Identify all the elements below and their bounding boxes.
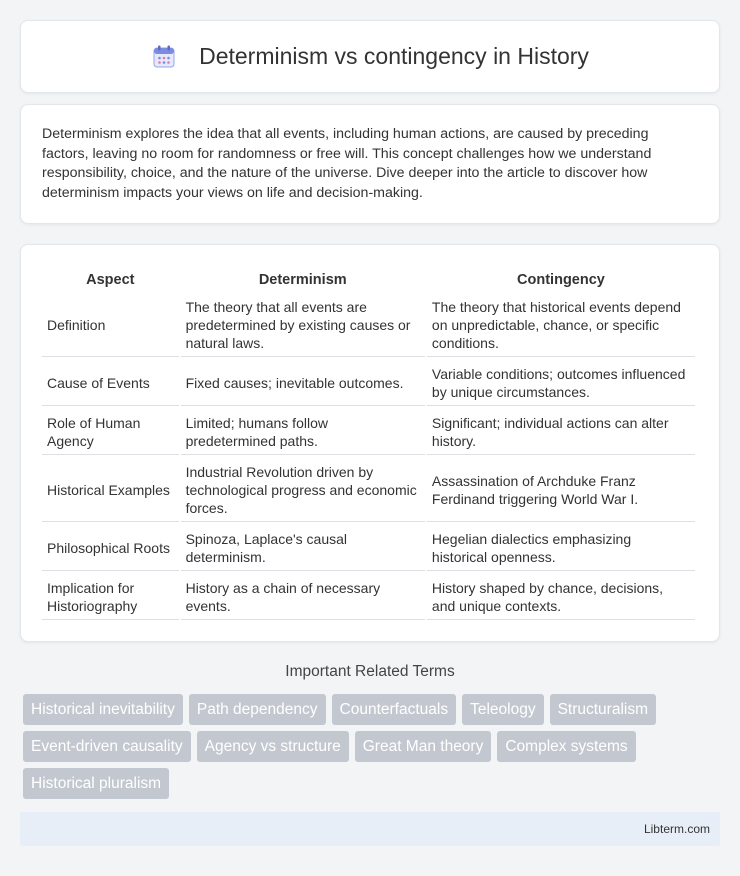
table-cell: Role of Human Agency: [42, 408, 179, 455]
intro-card: [20, 104, 720, 224]
table-row: [42, 292, 695, 357]
related-term-tag[interactable]: Event-driven causality: [23, 731, 191, 762]
related-term-tag[interactable]: Structuralism: [550, 694, 656, 725]
related-terms-list: [23, 694, 703, 805]
comparison-table-card: [20, 244, 720, 642]
table-row: [42, 457, 695, 522]
table-cell: History as a chain of necessary events.: [181, 573, 425, 620]
related-term-tag[interactable]: Historical inevitability: [23, 694, 183, 725]
related-term-tag[interactable]: Counterfactuals: [332, 694, 457, 725]
table-row: [42, 573, 695, 620]
table-cell: Philosophical Roots: [42, 524, 179, 571]
table-cell: Implication for Historiography: [42, 573, 179, 620]
table-row: [42, 359, 695, 406]
footer-site-link[interactable]: Libterm.com: [643, 822, 710, 836]
calendar-icon: [151, 44, 177, 70]
related-term-tag[interactable]: Great Man theory: [355, 731, 492, 762]
title-card: [20, 20, 720, 93]
intro-text: Determinism explores the idea that all events, including human actions, are caused by preceding factors, leaving no room for randomness or free will. This concept challenges how we understand responsibility, choice, and the nature of the universe. Dive deeper into the article to discover how determinism impacts your views on life and decision-making.: [42, 126, 652, 201]
related-term-tag[interactable]: Complex systems: [497, 731, 635, 762]
table-cell: Industrial Revolution driven by technological progress and economic forces.: [181, 457, 425, 522]
header-determinism: Determinism: [258, 272, 347, 288]
related-term-tag[interactable]: Historical pluralism: [23, 768, 169, 799]
table-cell: Definition: [42, 292, 179, 357]
table-cell: The theory that all events are predetermined by existing causes or natural laws.: [181, 292, 425, 357]
header-contingency: Contingency: [517, 272, 605, 288]
table-cell: Limited; humans follow predetermined paths.: [181, 408, 425, 455]
header-aspect: Aspect: [86, 272, 135, 288]
page-title: Determinism vs contingency in History: [199, 43, 589, 69]
comparison-table: [40, 265, 697, 622]
related-term-tag[interactable]: Agency vs structure: [197, 731, 349, 762]
table-cell: The theory that historical events depend on unpredictable, chance, or specific conditions.: [427, 292, 695, 357]
table-row: [42, 524, 695, 571]
related-term-tag[interactable]: Teleology: [462, 694, 544, 725]
footer: [20, 812, 720, 846]
table-cell: Spinoza, Laplace's causal determinism.: [181, 524, 425, 571]
table-cell: Historical Examples: [42, 457, 179, 522]
table-cell: Fixed causes; inevitable outcomes.: [181, 359, 425, 406]
table-cell: Cause of Events: [42, 359, 179, 406]
table-cell: Assassination of Archduke Franz Ferdinand triggering World War I.: [427, 457, 695, 522]
table-header-row: [42, 267, 695, 290]
related-term-tag[interactable]: Path dependency: [189, 694, 326, 725]
table-cell: Significant; individual actions can alter history.: [427, 408, 695, 455]
table-cell: Hegelian dialectics emphasizing historical openness.: [427, 524, 695, 571]
table-cell: History shaped by chance, decisions, and unique contexts.: [427, 573, 695, 620]
related-terms-title: Important Related Terms: [285, 663, 455, 680]
table-row: [42, 408, 695, 455]
table-cell: Variable conditions; outcomes influenced by unique circumstances.: [427, 359, 695, 406]
